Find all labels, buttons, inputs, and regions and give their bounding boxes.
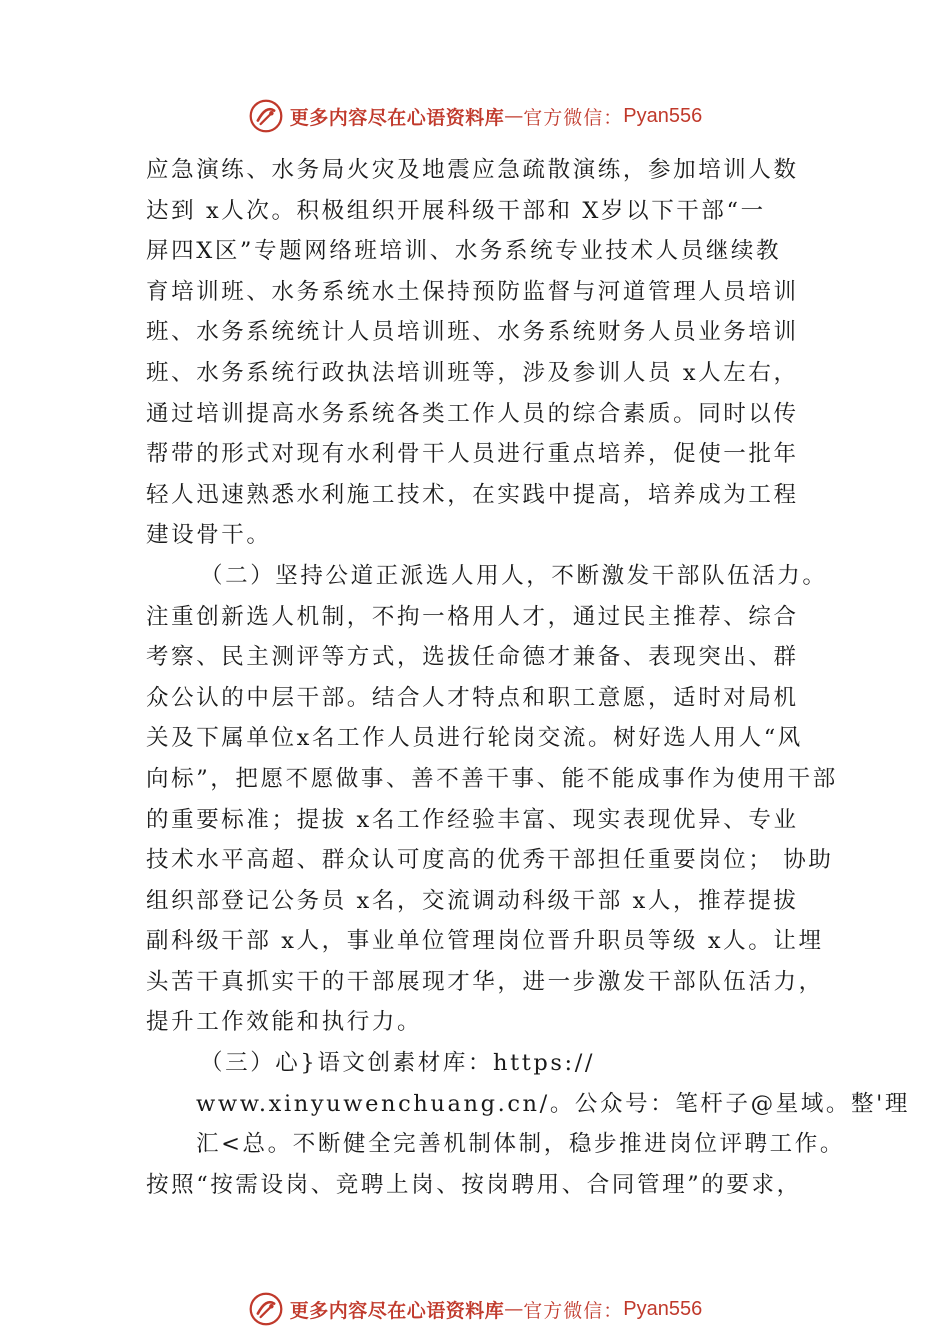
- text-line: www.xinyuwenchuang.cn/。公众号：笔杆子@星域。整'理: [196, 1090, 911, 1117]
- text-line: 考察、民主测评等方式，选拔任命德才兼备、表现突出、群: [146, 644, 799, 671]
- text-line: 按照“按需设岗、竞聘上岗、按岗聘用、合同管理”的要求，: [146, 1171, 802, 1198]
- text-line: 轻人迅速熟悉水利施工技术，在实践中提高，培养成为工程: [146, 481, 799, 508]
- header-brand-text: 更多内容尽在心语资料库: [289, 106, 505, 129]
- text-line: 组织部登记公务员 x名，交流调动科级干部 x人，推荐提拔: [146, 887, 799, 914]
- footer-watermark: [0, 1287, 950, 1331]
- text-line: 向标”，把愿不愿做事、善不善干事、能不能成事作为使用干部: [146, 765, 838, 792]
- text-line: 达到 x人次。积极组织开展科级干部和 X岁以下干部“一: [146, 197, 766, 224]
- text-line: 汇<总。不断健全完善机制体制，稳步推进岗位评聘工作。: [196, 1131, 845, 1158]
- text-line: 副科级干部 x人，事业单位管理岗位晋升职员等级 x人。让埋: [146, 928, 824, 955]
- header-separator: —: [504, 105, 524, 127]
- brand-logo-icon: [248, 98, 284, 134]
- text-line: 应急演练、水务局火灾及地震应急疏散演练，参加培训人数: [146, 157, 799, 183]
- section-heading-3: （三）心}语文创素材库：https://: [200, 1050, 596, 1077]
- text-line: 通过培训提高水务系统各类工作人员的综合素质。同时以传: [146, 400, 799, 427]
- footer-wechat-label: 官方微信：: [523, 1299, 624, 1322]
- text-line: 班、水务系统行政执法培训班等，涉及参训人员 x人左右，: [146, 359, 799, 386]
- section-heading-2: （二）坚持公道正派选人用人，不断激发干部队伍活力。: [200, 562, 828, 589]
- text-line: 头苦干真抓实干的干部展现才华，进一步激发干部队伍活力，: [146, 968, 824, 995]
- text-line: 班、水务系统统计人员培训班、水务系统财务人员业务培训: [146, 319, 799, 346]
- text-line: 众公认的中层干部。结合人才特点和职工意愿，适时对局机: [146, 684, 799, 711]
- header-watermark: [0, 94, 950, 138]
- header-wechat-label: 官方微信：: [523, 106, 624, 129]
- text-line: 屏四X区”专题网络班培训、水务系统专业技术人员继续教: [146, 238, 782, 265]
- text-line: 技术水平高超、群众认可度高的优秀干部担任重要岗位； 协助: [146, 847, 834, 874]
- text-line: 建设骨干。: [146, 522, 272, 549]
- footer-brand-text: 更多内容尽在心语资料库: [289, 1299, 505, 1322]
- brand-logo-icon: [248, 1291, 284, 1327]
- footer-separator: —: [504, 1298, 524, 1320]
- text-line: 提升工作效能和执行力。: [146, 1009, 423, 1036]
- text-line: 帮带的形式对现有水利骨干人员进行重点培养，促使一批年: [146, 441, 799, 468]
- text-line: 注重创新选人机制，不拘一格用人才，通过民主推荐、综合: [146, 603, 799, 630]
- text-line: 的重要标准；提拔 x名工作经验丰富、现实表现优异、专业: [146, 806, 799, 833]
- header-wechat-id: Pyan556: [623, 104, 703, 127]
- text-line: 育培训班、水务系统水土保持预防监督与河道管理人员培训: [146, 278, 799, 305]
- document-body: [146, 150, 911, 1205]
- footer-wechat-id: Pyan556: [623, 1297, 703, 1320]
- text-line: 关及下属单位x名工作人员进行轮岗交流。树好选人用人“风: [146, 725, 803, 752]
